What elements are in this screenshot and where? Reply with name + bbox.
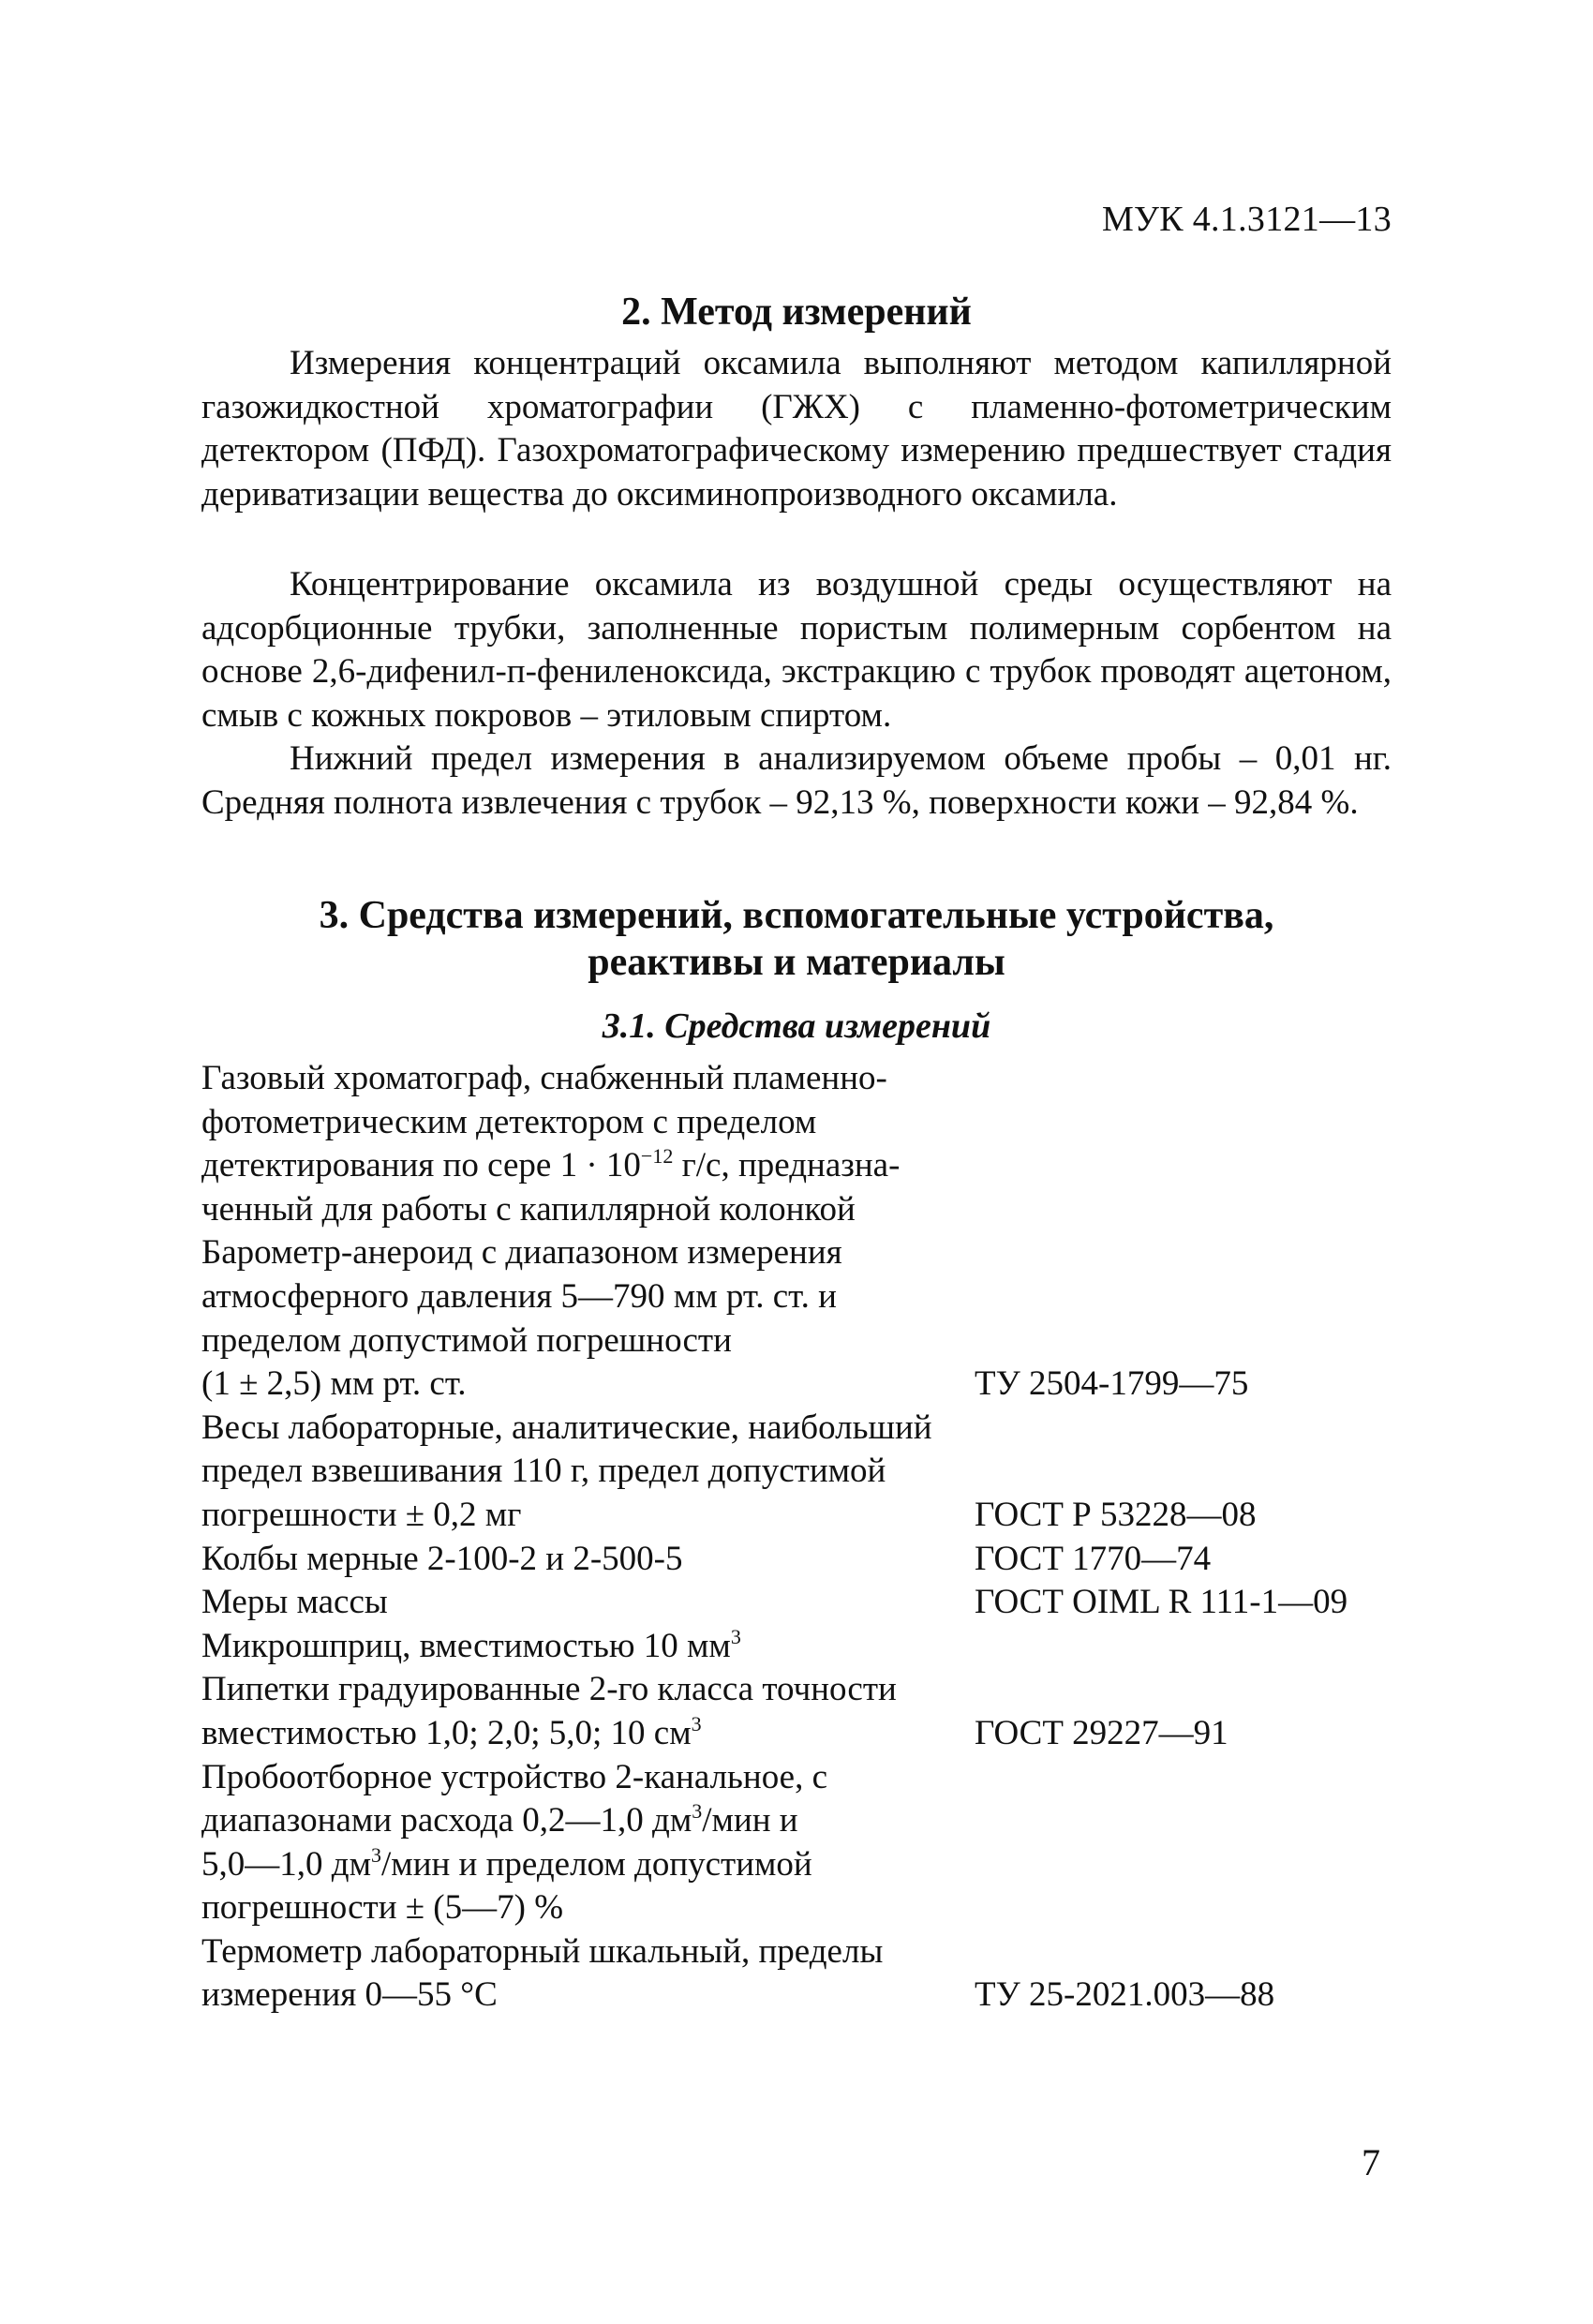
equipment-list: [201, 1057, 1392, 2018]
equipment-item: [201, 1407, 1392, 1538]
description-line: Барометр-анероид с диапазоном измерения: [201, 1233, 842, 1273]
description-line: погрешности ± (5—7) %: [201, 1888, 564, 1928]
description-line: (1 ± 2,5) мм рт. ст.: [201, 1364, 467, 1404]
standard-reference: ТУ 25-2021.003—88: [975, 1975, 1275, 2015]
description-line: Газовый хроматограф, снабженный пламенно-: [201, 1059, 887, 1097]
equipment-description: [201, 1407, 975, 1538]
description-line: [201, 1625, 975, 1669]
equipment-description: [201, 1668, 975, 1755]
section-3-title-line: реактивы и материалы: [588, 941, 1005, 984]
page-number: 7: [1362, 2141, 1380, 2183]
description-line: Меры массы: [201, 1583, 388, 1622]
paragraph: Измерения концентраций оксамила выполняют методом капиллярной газожидкостной хроматографии (ГЖХ) с пламенно-фотометрическим детектором (ПФД). Газохроматографическому измерению предшествует стадия дериватизации вещества до оксиминопроизводного оксамила.: [201, 344, 1392, 514]
equipment-item: [201, 1231, 1392, 1406]
description-line: атмосферного давления 5—790 мм рт. ст. и: [201, 1276, 837, 1316]
subsection-3-1-title: 3.1. Средства измерений: [602, 1006, 991, 1046]
text-fragment: г/с, предназна-: [673, 1146, 901, 1185]
equipment-item: [201, 1930, 1392, 2018]
equipment-description: [201, 1538, 975, 1582]
text-fragment: вместимостью 1,0; 2,0; 5,0; 10 см: [201, 1713, 692, 1752]
standard-reference: ГОСТ 29227—91: [975, 1713, 1228, 1752]
text-fragment: диапазонами расхода 0,2—1,0 дм: [201, 1801, 692, 1840]
paragraph: Концентрирование оксамила из воздушной среды осуществляют на адсорбционные трубки, заполненные пористым полимерным сорбентом на основе 2,6-дифенил-п-фениленоксида, экстракцию с трубок проводят ацетоном, смыв с кожных покровов – этиловым спиртом.: [201, 565, 1392, 735]
equipment-item: [201, 1625, 1392, 1669]
section-3-title: [201, 892, 1392, 986]
section-3-title-line: 3. Средства измерений, вспомогательные устройства,: [319, 894, 1274, 937]
description-line: измерения 0—55 °С: [201, 1975, 498, 2015]
description-line: предел взвешивания 110 г, предел допустимой: [201, 1452, 886, 1491]
standard-reference: ГОСТ OIML R 111-1—09: [975, 1583, 1348, 1622]
equipment-item: [201, 1668, 1392, 1755]
text-fragment: /мин и: [702, 1801, 798, 1840]
paragraph: Нижний предел измерения в анализируемом объеме пробы – 0,01 нг. Средняя полнота извлечения с трубок – 92,13 %, поверхности кожи – 92,84 %.: [201, 739, 1392, 822]
description-line: [201, 1843, 975, 1887]
equipment-description: [201, 1625, 975, 1669]
equipment-item: [201, 1057, 1392, 1231]
description-line: пределом допустимой погрешности: [201, 1320, 732, 1360]
equipment-item: [201, 1538, 1392, 1582]
equipment-description: [201, 1057, 975, 1231]
equipment-description: [201, 1231, 975, 1406]
description-line: [201, 1144, 975, 1188]
exponent: 3: [691, 1711, 702, 1736]
description-line: Весы лабораторные, аналитические, наибольший: [201, 1408, 932, 1447]
text-fragment: детектирования по сере 1 · 10: [201, 1146, 641, 1185]
section-2-title: 2. Метод измерений: [621, 290, 972, 334]
description-line: фотометрическим детектором с пределом: [201, 1102, 817, 1141]
description-line: Термометр лабораторный шкальный, пределы: [201, 1931, 884, 1971]
standard-reference: ТУ 2504-1799—75: [975, 1364, 1249, 1404]
description-line: ченный для работы с капиллярной колонкой: [201, 1189, 856, 1229]
description-line: [201, 1712, 975, 1756]
exponent: 3: [692, 1799, 703, 1824]
description-line: Пробоотборное устройство 2-канальное, с: [201, 1757, 828, 1796]
document-code: МУК 4.1.3121—13: [1101, 200, 1392, 239]
equipment-description: [201, 1756, 975, 1930]
exponent: 3: [730, 1624, 741, 1648]
equipment-description: [201, 1581, 975, 1625]
exponent: −12: [640, 1144, 674, 1169]
description-line: Пипетки градуированные 2-го класса точности: [201, 1670, 897, 1709]
equipment-item: [201, 1756, 1392, 1930]
standard-reference: ГОСТ 1770—74: [975, 1539, 1212, 1578]
text-fragment: 5,0—1,0 дм: [201, 1844, 371, 1884]
equipment-description: [201, 1930, 975, 2018]
text-fragment: Микрошприц, вместимостью 10 мм: [201, 1626, 731, 1665]
description-line: [201, 1799, 975, 1843]
equipment-item: [201, 1581, 1392, 1625]
description-line: погрешности ± 0,2 мг: [201, 1495, 522, 1534]
standard-reference: ГОСТ Р 53228—08: [975, 1495, 1257, 1534]
text-fragment: /мин и пределом допустимой: [381, 1844, 812, 1884]
description-line: Колбы мерные 2-100-2 и 2-500-5: [201, 1539, 683, 1578]
exponent: 3: [371, 1842, 381, 1867]
